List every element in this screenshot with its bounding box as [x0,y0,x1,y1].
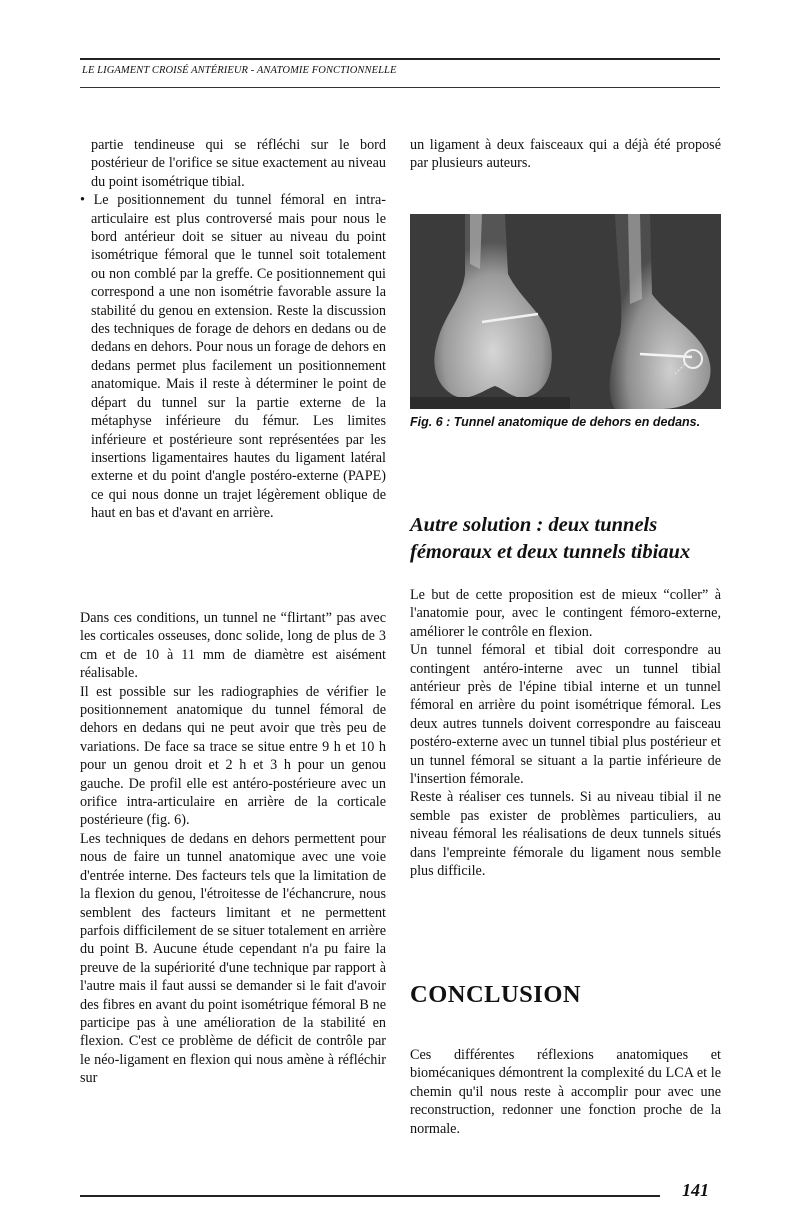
paragraph: Reste à réaliser ces tunnels. Si au niveau tibial il ne semble pas exister de problèmes particuliers, au niveau fémoral les réalisations de deux tunnels situés dans l'empreinte fémorale du ligament nous semble plus difficile. [410,789,721,880]
xray-image [410,214,721,409]
paragraph: Le but de cette proposition est de mieux “coller” à l'anatomie pour, avec le contingent fémoro-externe, améliorer le contrôle en flexion. [410,587,721,640]
right-column-middle [410,586,721,881]
section-heading: Autre solution : deux tunnels fémoraux et deux tunnels tibiaux [410,514,691,563]
bullet-2: • Le positionnement du tunnel fémoral en intra-articulaire est plus controversé mais pour nous le bord antérieur doit se situer au niveau du point isométrique fémoral que le tunnel soit totalement ou non comblé par la greffe. Ce positionnement qui correspond a une non isométrie favorable assure la stabilité du genou en extension. Reste la discussion des techniques de forage de dehors en dedans ou de dedans en dehors. Pour nous un forage de dehors en dedans permet plus facilement un positionnement anatomique. Mais il reste à déterminer le point de départ du tunnel sur la partie externe de la métaphyse inférieure du fémur. Les limites inférieure et postérieure sont représentées par les insertions ligamentaires hautes du ligament latéral externe et du point d'angle postéro-externe (PAPE) ce qui nous donne un trajet légèrement oblique de haut en bas et d'avant en arrière. [80,192,386,522]
paragraph: Un tunnel fémoral et tibial doit correspondre au contingent antéro-interne avec un tunnel tibial antérieur près de l'épine tibial interne et un tunnel fémoral en arrière du point isométrique fémoral. Les deux autres tunnels doivent correspondre au faisceau postéro-externe avec un tunnel tibial plus postérieur et un tunnel fémoral se situant a la partie inférieure de l'insertion fémorale. [410,642,721,788]
paragraph: Les techniques de dedans en dehors permettent pour nous de faire un tunnel anatomique avec une voie d'entrée interne. Des facteurs tels que la limitation de la flexion du genou, l'étroitesse de l'échancrure, nous semblent des facteurs limitant et ne permettent parfois difficilement de se situer totalement en arrière du point B. Aucune étude cependant n'a pu faire la preuve de la supériorité d'une technique par rapport à l'autre mais il faut aussi se demander si le fait d'avoir des fibres en avant du point isométrique fémoral B ne participe pas à une amélioration de la stabilité en flexion. C'est ce problème de déficit de contrôle par le néo-ligament en flexion qui nous amène à réfléchir sur [80,830,386,1087]
left-column-bottom [80,609,386,1088]
conclusion-heading: CONCLUSION [410,981,582,1008]
figure-6-caption: Fig. 6 : Tunnel anatomique de dehors en dedans. [410,415,701,429]
right-column-conclusion [410,1046,721,1138]
page-number: 141 [682,1180,709,1200]
right-column-top [410,136,721,173]
bullet-1-continuation: partie tendineuse qui se réfléchi sur le bord postérieur de l'orifice se situe exactement au niveau du point isométrique tibial. [91,137,386,190]
paragraph: Il est possible sur les radiographies de vérifier le positionnement anatomique du tunnel fémoral de dehors en dedans qui ne peut avoir que très peu de variations. De face sa trace se situe entre 9 h et 10 h pour un genou droit et 2 h et 3 h pour un genou gauche. De profil elle est antéro-postérieure avec un orifice intra-articulaire en arrière de la corticale postérieure (fig. 6). [80,683,386,829]
footer-rule [80,1195,660,1197]
header-rule-thin [80,87,720,88]
left-column-top [80,136,386,523]
paragraph: Dans ces conditions, un tunnel ne “flirtant” pas avec les corticales osseuses, donc solide, long de plus de 3 cm et de 10 à 11 mm de diamètre est aisément réalisable. [80,610,386,682]
figure-6-radiograph [410,214,721,409]
paragraph: un ligament à deux faisceaux qui a déjà été proposé par plusieurs auteurs. [410,137,721,172]
conclusion-paragraph: Ces différentes réflexions anatomiques et biomécaniques démontrent la complexité du LCA et le chemin qu'il nous reste à accomplir pour avec une reconstruction, redonner une fonction proche de la normale. [410,1047,721,1137]
header-rule [80,58,720,60]
running-title: LE LIGAMENT CROISÉ ANTÉRIEUR - ANATOMIE FONCTIONNELLE [82,65,397,76]
